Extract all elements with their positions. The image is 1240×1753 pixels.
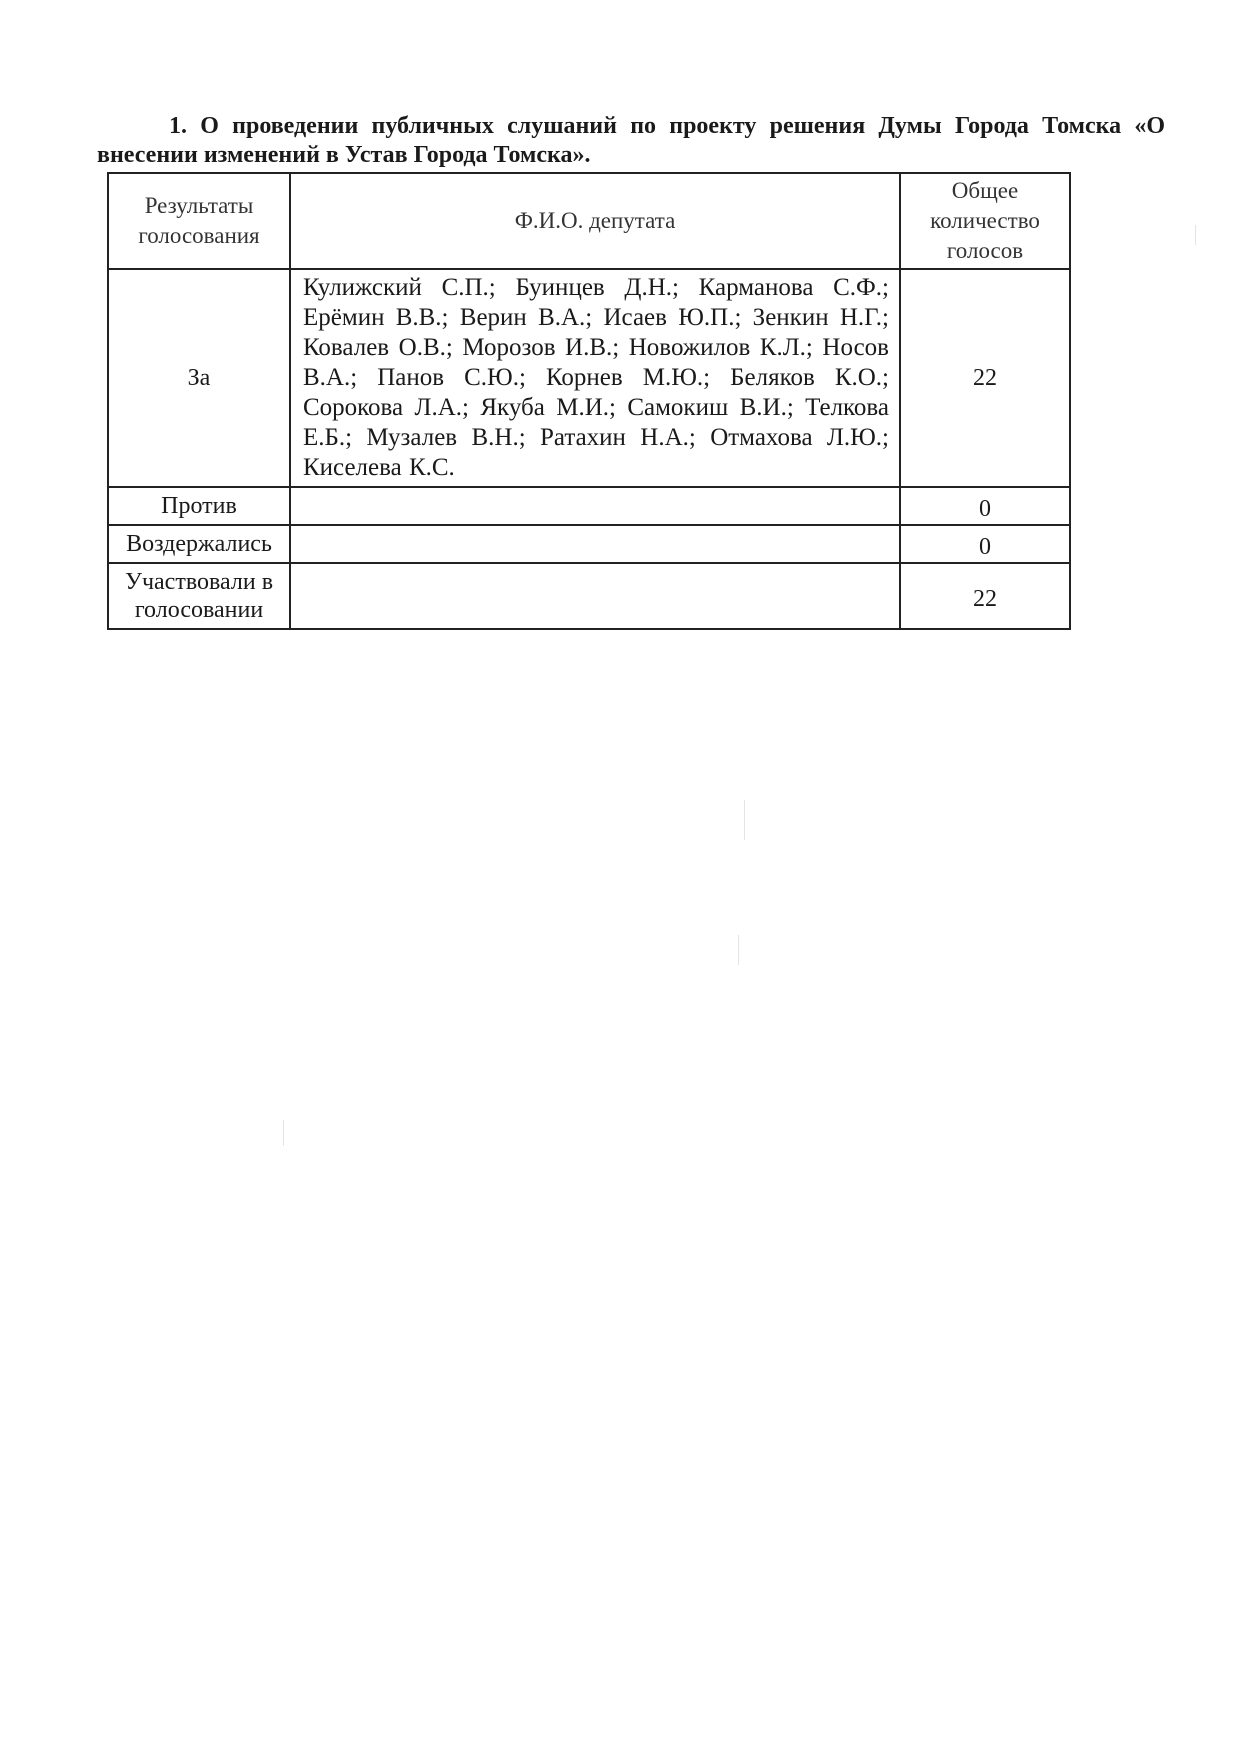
row-count-against: 0 bbox=[900, 487, 1070, 525]
table-row bbox=[108, 563, 1070, 629]
scan-artifact bbox=[738, 935, 739, 965]
scan-artifact bbox=[283, 1120, 284, 1146]
voting-results-table bbox=[107, 172, 1071, 630]
scan-artifact bbox=[744, 800, 745, 840]
row-names-abstained bbox=[290, 525, 900, 563]
table-row bbox=[108, 487, 1070, 525]
row-label-abstained: Воздержались bbox=[108, 525, 290, 563]
row-names-against bbox=[290, 487, 900, 525]
row-count-abstained: 0 bbox=[900, 525, 1070, 563]
header-total: Общее количество голосов bbox=[900, 173, 1070, 269]
row-names-participated bbox=[290, 563, 900, 629]
table-row bbox=[108, 269, 1070, 487]
scan-artifact bbox=[1195, 225, 1196, 245]
table-row bbox=[108, 525, 1070, 563]
row-count-participated: 22 bbox=[900, 563, 1070, 629]
table-header-row bbox=[108, 173, 1070, 269]
agenda-item-heading: 1. О проведении публичных слушаний по проекту решения Думы Города Томска «О внесении изменений в Устав Города Томска». bbox=[97, 113, 1165, 168]
row-count-for: 22 bbox=[900, 269, 1070, 487]
row-label-for: За bbox=[108, 269, 290, 487]
header-results: Результаты голосования bbox=[108, 173, 290, 269]
row-label-participated: Участвовали в голосовании bbox=[108, 563, 290, 629]
row-label-against: Против bbox=[108, 487, 290, 525]
row-names-for: Кулижский С.П.; Буинцев Д.Н.; Карманова С.Ф.; Ерёмин В.В.; Верин В.А.; Исаев Ю.П.; Зенкин Н.Г.; Ковалев О.В.; Морозов И.В.; Новожилов К.Л.; Носов В.А.; Панов С.Ю.; Корнев М.Ю.; Беляков К.О.; Сорокова Л.А.; Якуба М.И.; Самокиш В.И.; Телкова Е.Б.; Музалев В.Н.; Ратахин Н.А.; Отмахова Л.Ю.; Киселева К.С. bbox=[290, 269, 900, 487]
header-deputy: Ф.И.О. депутата bbox=[290, 173, 900, 269]
